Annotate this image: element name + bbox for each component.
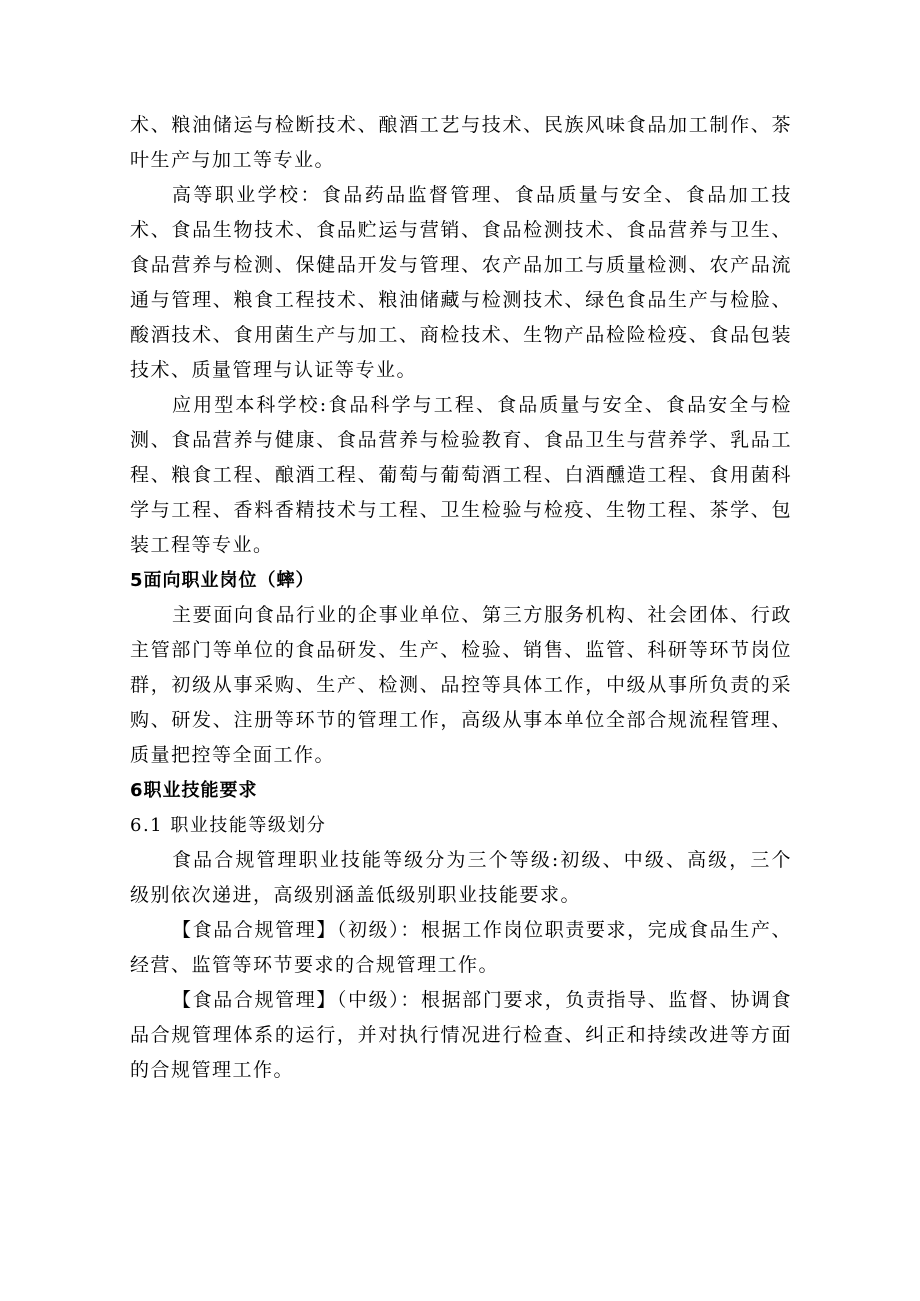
section-heading-skill-requirements: 6职业技能要求 (130, 780, 258, 801)
section-heading-job-positions: 5面向职业岗位（蟀） (130, 570, 315, 591)
paragraph-applied-undergraduate: 应用型本科学校:食品科学与工程、食品质量与安全、食品安全与检测、食品营养与健康、食品营养与检验教育、食品卫生与营养学、乳品工程、粮食工程、酿酒工程、葡萄与葡萄酒工程、白酒醺造工程、食用菌科学与工程、香料香精技术与工程、卫生检验与检疫、生物工程、茶学、包装工程等专业。 (130, 394, 792, 556)
paragraph-specialties-continued: 术、粮油储运与检断技术、酿酒工艺与技术、民族风味食品加工制作、茶叶生产与加工等专业。 (130, 114, 792, 171)
paragraph-job-positions: 主要面向食品行业的企事业单位、第三方服务机构、社会团体、行政主管部门等单位的食品研发、生产、检验、销售、监管、科研等环节岗位群，初级从事采购、生产、检测、品控等具体工作，中级从事所负责的采购、研发、注册等环节的管理工作，高级从事本单位全部合规流程管理、质量把控等全面工作。 (130, 604, 792, 766)
document-page (130, 108, 792, 1088)
paragraph-intermediate-level: 【食品合规管理】（中级）：根据部门要求，负责指导、监督、协调食品合规管理体系的运行，并对执行情况进行检查、纠正和持续改进等方面的合规管理工作。 (130, 989, 792, 1081)
paragraph-vocational-college: 高等职业学校：食品药品监督管理、食品质量与安全、食品加工技术、食品生物技术、食品贮运与营销、食品检测技术、食品营养与卫生、食品营养与检测、保健品开发与管理、农产品加工与质量检测、农产品流通与管理、粮食工程技术、粮油储藏与检测技术、绿色食品生产与检脸、酸酒技术、食用菌生产与加工、商检技术、生物产品检险检疫、食品包装技术、质量管理与认证等专业。 (130, 184, 792, 381)
paragraph-junior-level: 【食品合规管理】（初级）：根据工作岗位职责要求，完成食品生产、经营、监管等环节要求的合规管理工作。 (130, 919, 792, 976)
subsection-heading-skill-levels: 6.1 职业技能等级划分 (130, 815, 327, 836)
paragraph-skill-levels: 食品合规管理职业技能等级分为三个等级:初级、中级、高级，三个级别依次递进，高级别涵盖低级别职业技能要求。 (130, 849, 792, 906)
